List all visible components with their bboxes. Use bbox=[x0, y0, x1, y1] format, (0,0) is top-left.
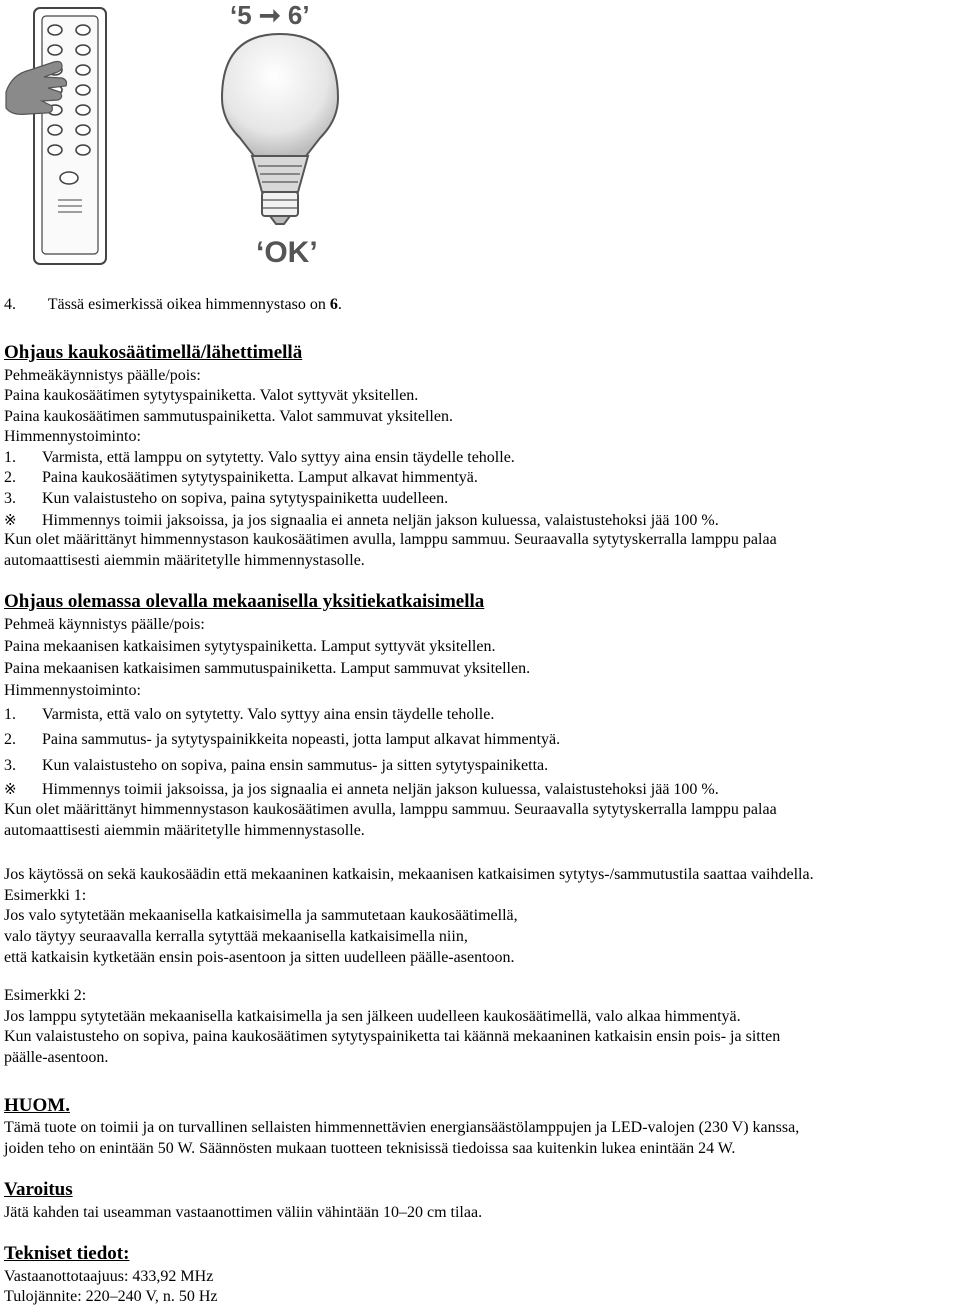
remote-and-bulb-figure bbox=[0, 0, 360, 272]
dimming-label: Himmennystoiminto: bbox=[4, 428, 141, 446]
example-1-line: Jos valo sytytetään mekaanisella katkaisimella ja sammutetaan kaukosäätimellä, bbox=[4, 907, 518, 925]
example-2-line: Kun valaistusteho on sopiva, paina kaukosäätimen sytytyspainiketta tai käännä mekaaninen katkaisin ensin pois- ja sitten bbox=[4, 1028, 781, 1046]
step-number: 2. bbox=[4, 731, 16, 749]
step-number: 1. bbox=[4, 705, 16, 723]
after-text: automaattisesti aiemmin määritetylle himmennystasolle. bbox=[4, 551, 365, 569]
softstart-label: Pehmeä käynnistys päälle/pois: bbox=[4, 615, 205, 633]
light-bulb-icon bbox=[222, 34, 338, 224]
step-text: Paina sammutus- ja sytytyspainikkeita nopeasti, jotta lamput alkavat himmentyä. bbox=[42, 731, 561, 749]
tech-heading: Tekniset tiedot: bbox=[4, 1243, 130, 1265]
softstart-on-text: Paina kaukosäätimen sytytyspainiketta. Valot syttyvät yksitellen. bbox=[4, 387, 419, 405]
step-end: . bbox=[337, 296, 342, 313]
huom-text: Tämä tuote on toimii ja on turvallinen sellaisten himmennettävien energiansäästölamppujen ja LED-valojen (230 V) kanssa, bbox=[4, 1119, 800, 1137]
tech-voltage: Tulojännite: 220–240 V, n. 50 Hz bbox=[4, 1288, 218, 1306]
after-text: automaattisesti aiemmin määritetylle himmennystasolle. bbox=[4, 821, 365, 839]
step-item bbox=[4, 702, 960, 728]
section-heading-remote: Ohjaus kaukosäätimellä/lähettimellä bbox=[4, 342, 303, 363]
step-text: Paina kaukosäätimen sytytyspainiketta. Lamput alkavat himmentyä. bbox=[42, 469, 478, 487]
step-4-line bbox=[4, 294, 960, 316]
example-1-line: valo täytyy seuraavalla kerralla sytyttää mekaanisella katkaisimella niin, bbox=[4, 928, 468, 945]
softstart-off-text: Paina kaukosäätimen sammutuspainiketta. Valot sammuvat yksitellen. bbox=[4, 407, 453, 425]
warning-text: Jätä kahden tai useamman vastaanottimen väliin vähintään 10–20 cm tilaa. bbox=[4, 1203, 483, 1221]
step-number: 1. bbox=[4, 448, 16, 466]
dimming-label: Himmennystoiminto: bbox=[4, 681, 141, 699]
step-text: Kun valaistusteho on sopiva, paina sytytyspainiketta uudelleen. bbox=[42, 490, 449, 508]
warning-heading: Varoitus bbox=[4, 1179, 73, 1201]
step-value: 6 bbox=[329, 296, 338, 313]
example-2-line: päälle-asentoon. bbox=[4, 1048, 109, 1066]
note-line bbox=[4, 510, 960, 531]
step-label: ‘5 ➞ 6’ bbox=[230, 0, 310, 30]
step-text: Varmista, että valo on sytytetty. Valo syttyy aina ensin täydelle teholle. bbox=[42, 705, 495, 723]
note-text: Himmennys toimii jaksoissa, ja jos signaalia ei anneta neljän jakson kuluessa, valaistustehoksi jää 100 %. bbox=[42, 511, 719, 529]
example-2-label: Esimerkki 2: bbox=[4, 987, 87, 1005]
softstart-off-text: Paina mekaanisen katkaisimen sammutuspainiketta. Lamput sammuvat yksitellen. bbox=[4, 659, 531, 677]
example-2-line: Jos lamppu sytytetään mekaanisella katkaisimella ja sen jälkeen uudelleen kaukosäätimellä, valo alkaa himmentyä. bbox=[4, 1007, 741, 1025]
combined-intro: Jos käytössä on sekä kaukosäädin että mekaaninen katkaisin, mekaanisen katkaisimen sytytys-/sammutustila saattaa vaihdella. bbox=[4, 866, 814, 884]
note-mark-icon: ※ bbox=[4, 780, 17, 799]
after-text: Kun olet määrittänyt himmennystason kaukosäätimen avulla, lamppu sammuu. Seuraavalla sytytyskerralla lamppu palaa bbox=[4, 801, 777, 819]
step-number: 2. bbox=[4, 469, 16, 487]
ok-label: ‘OK’ bbox=[256, 236, 318, 269]
step-number: 3. bbox=[4, 490, 16, 508]
section-heading-mechanical: Ohjaus olemassa olevalla mekaanisella yksitiekatkaisimella bbox=[4, 591, 485, 613]
example-1-line: että katkaisin kytketään ensin pois-asentoon ja sitten uudelleen päälle-asentoon. bbox=[4, 948, 515, 966]
note-line bbox=[4, 778, 960, 800]
note-mark-icon: ※ bbox=[4, 510, 17, 529]
step-number: 4. bbox=[4, 296, 16, 313]
instruction-illustration bbox=[0, 0, 360, 272]
note-text: Himmennys toimii jaksoissa, ja jos signaalia ei anneta neljän jakson kuluessa, valaistustehoksi jää 100 %. bbox=[42, 781, 719, 799]
remote-control-icon bbox=[34, 8, 106, 264]
step-text: Tässä esimerkissä oikea himmennystaso on bbox=[47, 296, 326, 313]
step-item bbox=[4, 489, 960, 510]
step-item bbox=[4, 468, 960, 489]
document-body bbox=[4, 294, 960, 1308]
after-text: Kun olet määrittänyt himmennystason kaukosäätimen avulla, lamppu sammuu. Seuraavalla sytytyskerralla lamppu palaa bbox=[4, 531, 777, 549]
step-text: Kun valaistusteho on sopiva, paina ensin sammutus- ja sitten sytytyspainiketta. bbox=[42, 756, 549, 774]
step-text: Varmista, että lamppu on sytytetty. Valo syttyy aina ensin täydelle teholle. bbox=[42, 448, 515, 466]
step-item bbox=[4, 753, 960, 779]
huom-text: joiden teho on enintään 50 W. Säännösten mukaan tuotteen teknisissä tiedoissa saa kuitenkin lukea enintään 24 W. bbox=[4, 1139, 736, 1157]
step-number: 3. bbox=[4, 756, 16, 774]
example-1-label: Esimerkki 1: bbox=[4, 886, 87, 904]
softstart-label: Pehmeäkäynnistys päälle/pois: bbox=[4, 366, 201, 384]
step-item bbox=[4, 448, 960, 469]
step-item bbox=[4, 727, 960, 753]
softstart-on-text: Paina mekaanisen katkaisimen sytytyspainiketta. Lamput syttyvät yksitellen. bbox=[4, 637, 496, 655]
huom-heading: HUOM. bbox=[4, 1094, 70, 1116]
tech-frequency: Vastaanottotaajuus: 433,92 MHz bbox=[4, 1267, 214, 1285]
